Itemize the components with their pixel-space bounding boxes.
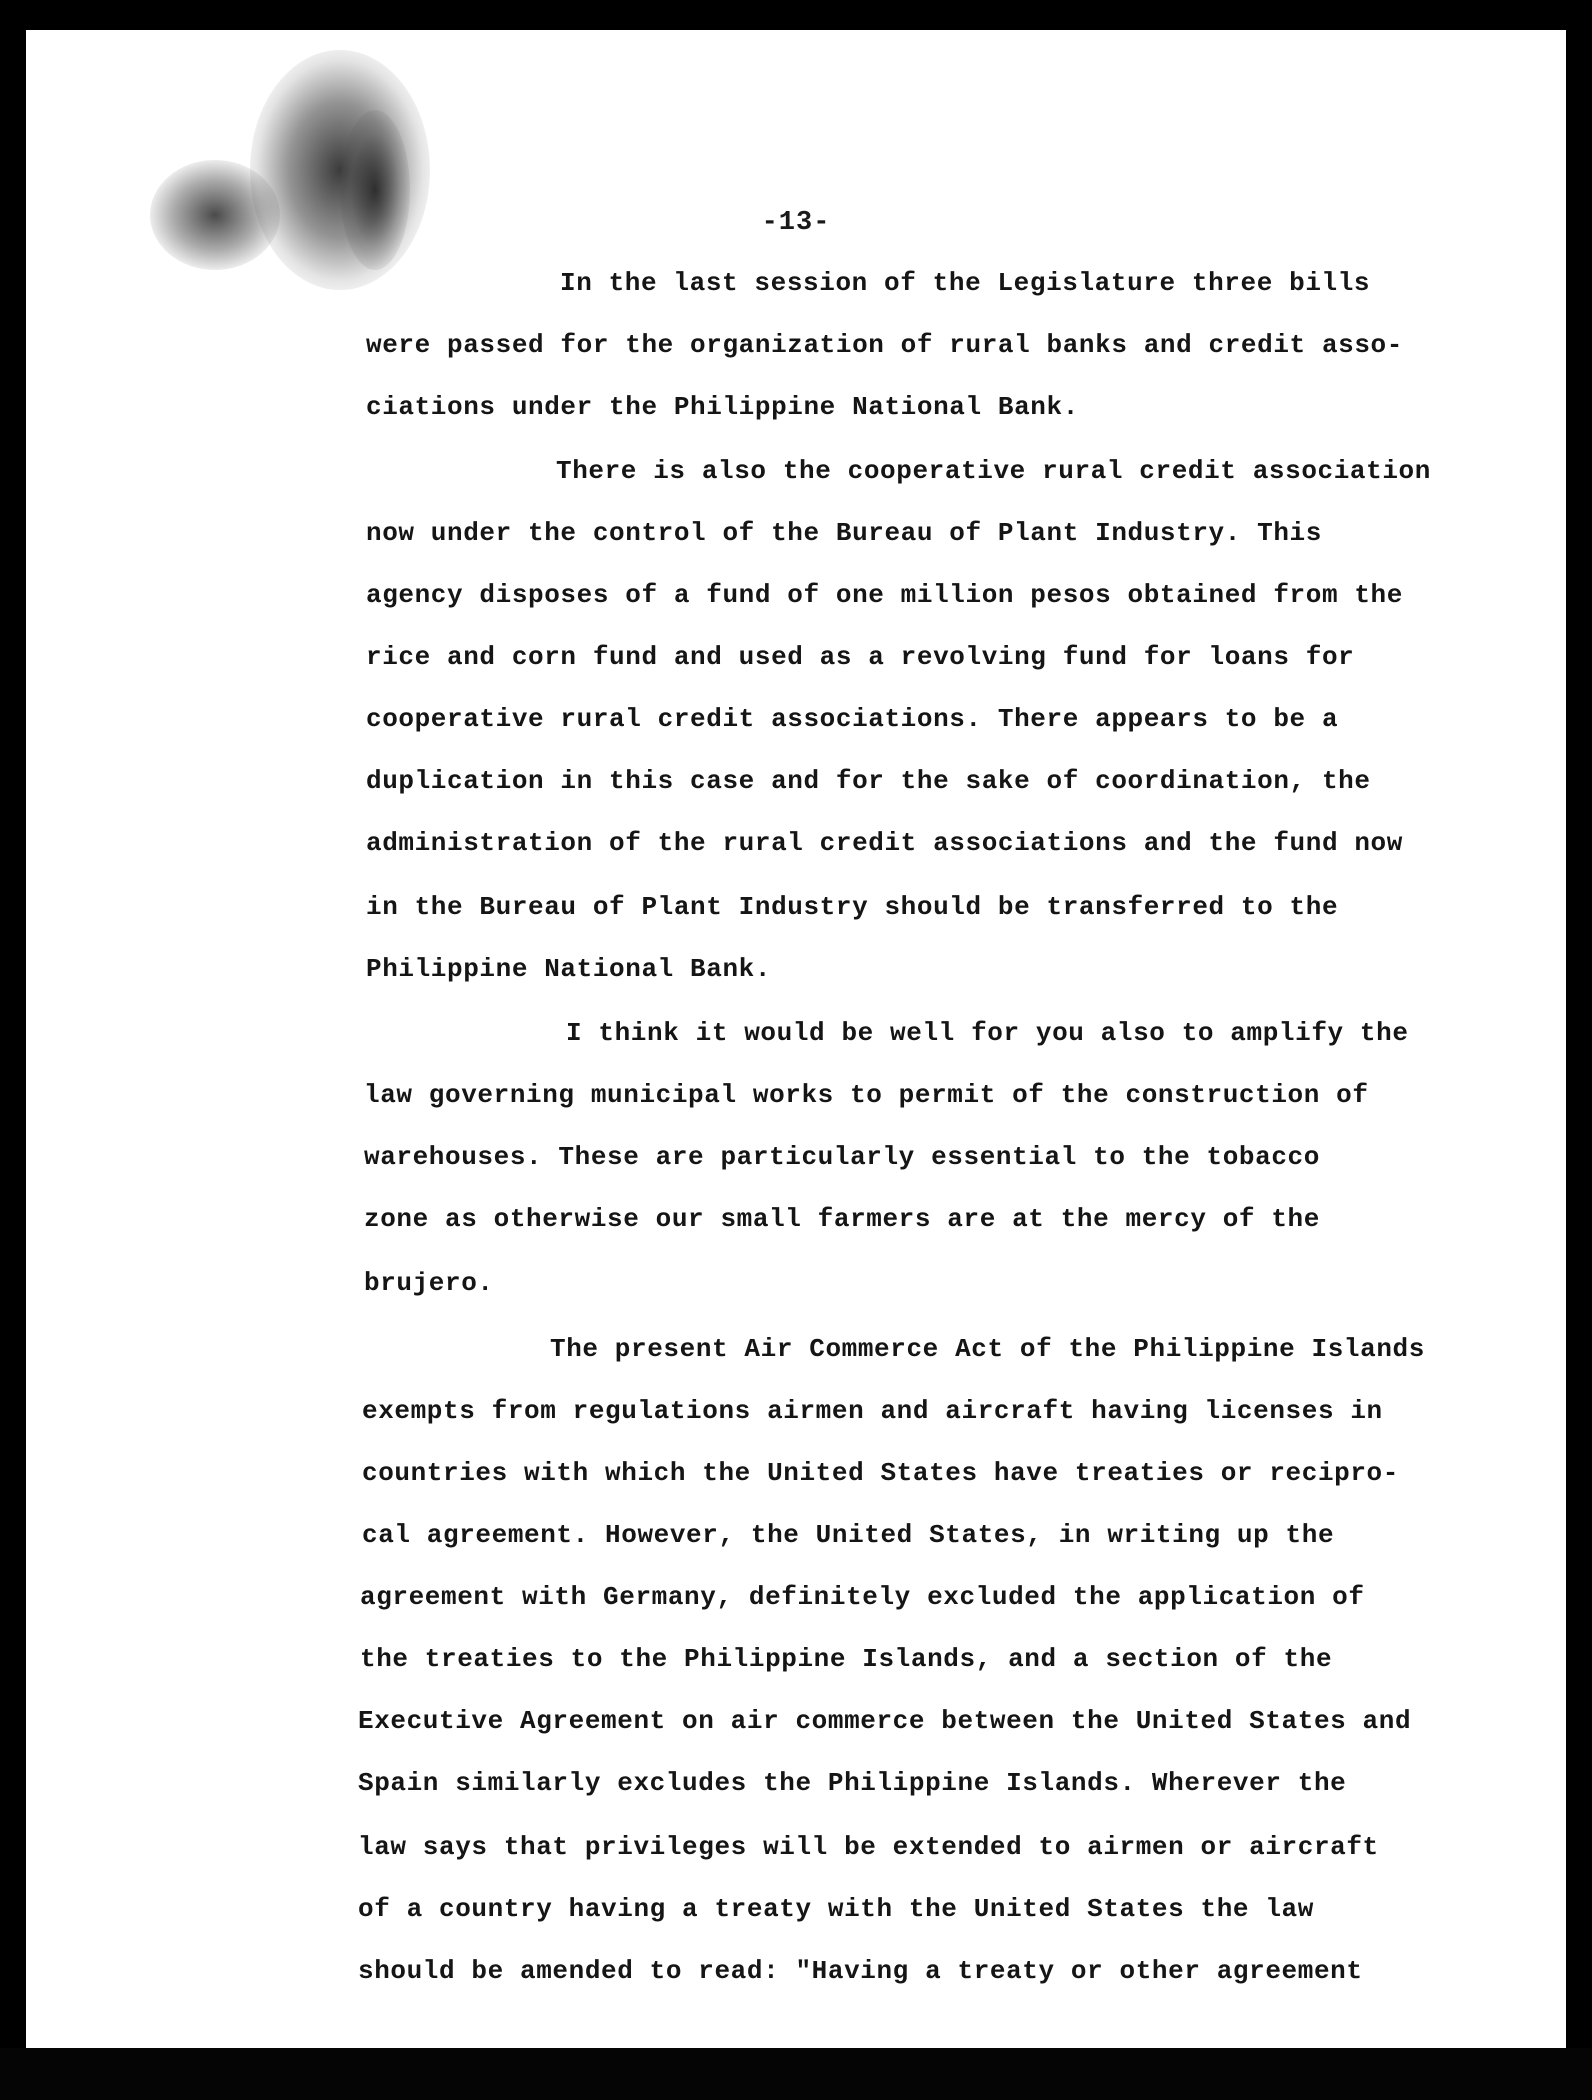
text-line: I think it would be well for you also to amplify the bbox=[566, 1018, 1409, 1048]
text-line: ciations under the Philippine National Bank. bbox=[366, 392, 1079, 422]
text-line: should be amended to read: "Having a treaty or other agreement bbox=[358, 1956, 1363, 1986]
text-line: exempts from regulations airmen and aircraft having licenses in bbox=[362, 1396, 1383, 1426]
text-line: Philippine National Bank. bbox=[366, 954, 772, 984]
text-line: were passed for the organization of rural banks and credit asso- bbox=[366, 330, 1403, 360]
text-line: in the Bureau of Plant Industry should be transferred to the bbox=[366, 892, 1339, 922]
text-line: cooperative rural credit associations. There appears to be a bbox=[366, 704, 1339, 734]
text-line: of a country having a treaty with the United States the law bbox=[358, 1894, 1314, 1924]
scan-border bbox=[0, 2048, 1592, 2100]
text-line: brujero. bbox=[364, 1268, 494, 1298]
text-line: law says that privileges will be extended to airmen or aircraft bbox=[358, 1832, 1379, 1862]
page-number: -13- bbox=[761, 208, 831, 238]
text-line: the treaties to the Philippine Islands, and a section of the bbox=[360, 1644, 1333, 1674]
text-line: There is also the cooperative rural credit association bbox=[556, 456, 1431, 486]
text-line: duplication in this case and for the sake of coordination, the bbox=[366, 766, 1371, 796]
text-line: Executive Agreement on air commerce between the United States and bbox=[358, 1706, 1412, 1736]
text-line: agreement with Germany, definitely excluded the application of bbox=[360, 1582, 1365, 1612]
text-line: In the last session of the Legislature three bills bbox=[560, 268, 1371, 298]
text-line: The present Air Commerce Act of the Philippine Islands bbox=[550, 1334, 1425, 1364]
text-line: countries with which the United States have treaties or recipro- bbox=[362, 1458, 1399, 1488]
text-line: cal agreement. However, the United States, in writing up the bbox=[362, 1520, 1335, 1550]
text-line: rice and corn fund and used as a revolving fund for loans for bbox=[366, 642, 1355, 672]
text-line: law governing municipal works to permit of the construction of bbox=[364, 1080, 1369, 1110]
text-line: zone as otherwise our small farmers are at the mercy of the bbox=[364, 1204, 1320, 1234]
text-line: Spain similarly excludes the Philippine Islands. Wherever the bbox=[358, 1768, 1347, 1798]
text-line: now under the control of the Bureau of Plant Industry. This bbox=[366, 518, 1322, 548]
text-line: agency disposes of a fund of one million pesos obtained from the bbox=[366, 580, 1403, 610]
text-line: administration of the rural credit associations and the fund now bbox=[366, 828, 1403, 858]
text-line: warehouses. These are particularly essential to the tobacco bbox=[364, 1142, 1320, 1172]
